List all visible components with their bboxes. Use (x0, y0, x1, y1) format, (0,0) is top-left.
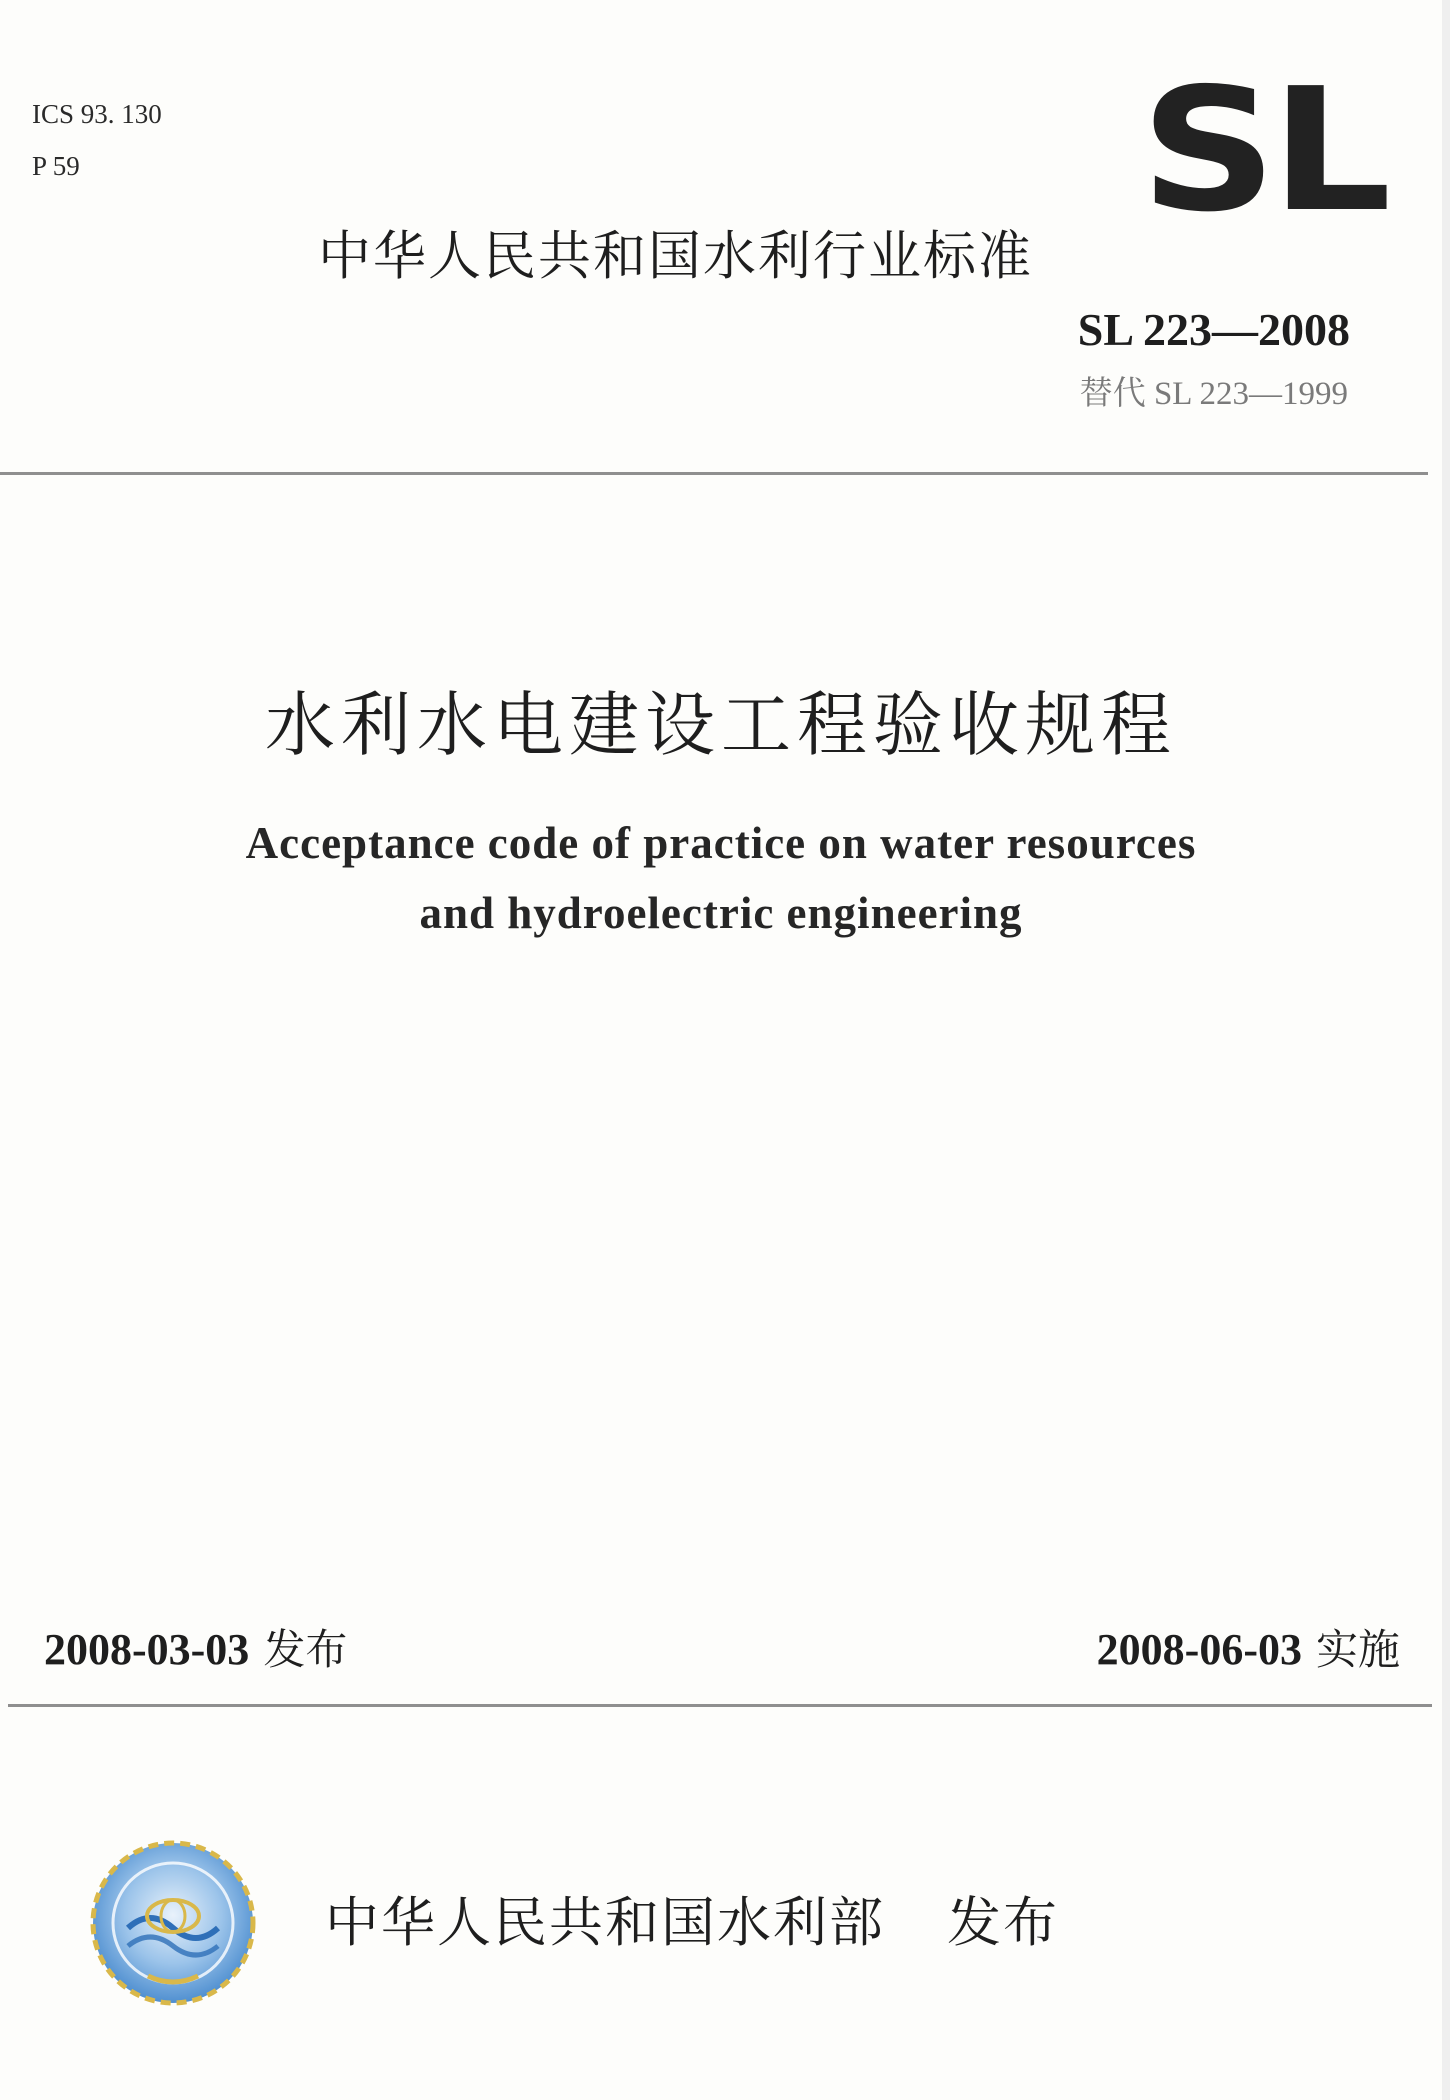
publisher-action: 发布 (947, 1891, 1059, 1954)
p-code: P 59 (32, 151, 80, 181)
implement-date-value: 2008-06-03 (1096, 1625, 1302, 1674)
bottom-divider (8, 1704, 1432, 1707)
title-english (0, 808, 1442, 948)
ministry-emblem-icon (88, 1838, 258, 2008)
page-edge (1442, 0, 1450, 2100)
replaces-note: 替代 SL 223—1999 (1079, 376, 1348, 412)
standard-type: 中华人民共和国水利行业标准 (318, 226, 1033, 287)
sl-logo: SL (1140, 52, 1386, 250)
title-chinese: 水利水电建设工程验收规程 (265, 684, 1177, 766)
title-english-line1: Acceptance code of practice on water resources (245, 818, 1197, 868)
ics-code: ICS 93. 130 (32, 99, 162, 129)
issue-date (44, 1620, 347, 1680)
publisher-line (325, 1888, 1059, 1958)
standard-number: SL 223—2008 (1077, 304, 1350, 355)
publisher-name: 中华人民共和国水利部 (325, 1891, 885, 1954)
classification-codes (32, 88, 162, 192)
issue-label: 发布 (263, 1625, 348, 1674)
top-divider (0, 472, 1428, 475)
issue-date-value: 2008-03-03 (44, 1625, 250, 1674)
implement-date (1097, 1620, 1400, 1680)
title-english-line2: and hydroelectric engineering (419, 888, 1023, 938)
implement-label: 实施 (1315, 1625, 1400, 1674)
